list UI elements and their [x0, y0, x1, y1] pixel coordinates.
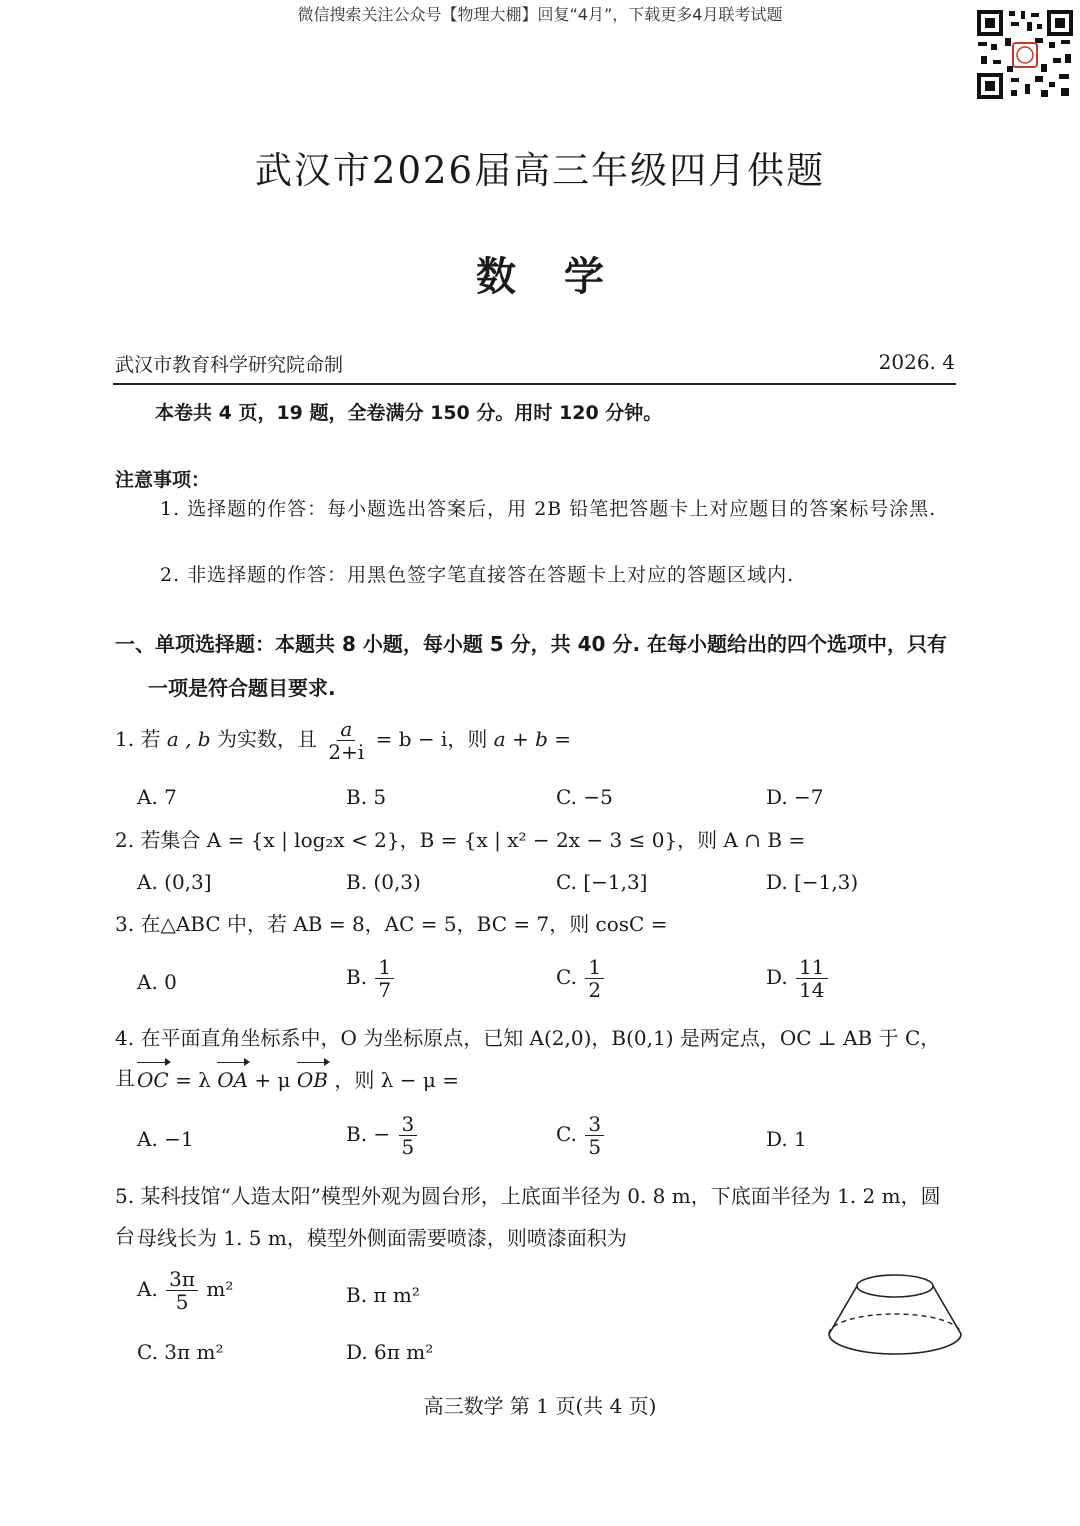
- q3-option-b-label: B.: [346, 965, 368, 989]
- q4-plus: + μ: [254, 1068, 291, 1092]
- q1-vars: a , b: [166, 727, 211, 751]
- q1-tail: a + b =: [493, 727, 572, 751]
- q2-option-b: B. (0,3): [346, 870, 421, 894]
- q4-option-c: [556, 1113, 606, 1158]
- notice-heading: 注意事项：: [115, 469, 211, 491]
- q3-option-a: A. 0: [137, 970, 177, 994]
- q4-option-c-den: 5: [588, 1135, 602, 1159]
- q1-option-c: C. −5: [556, 785, 613, 809]
- section-heading: [115, 622, 960, 710]
- q2-option-a: A. (0,3]: [137, 870, 212, 894]
- question-3: 3. 在△ABC 中，若 AB = 8，AC = 5，BC = 7，则 cosC =: [115, 912, 668, 936]
- q4-option-a: A. −1: [137, 1127, 194, 1151]
- q4-option-c-num: 3: [585, 1113, 604, 1136]
- q4-option-b: [346, 1113, 419, 1158]
- q3-option-c-num: 1: [585, 956, 604, 979]
- q2-option-c: C. [−1,3]: [556, 870, 648, 894]
- page-footer: 高三数学 第 1 页(共 4 页): [423, 1394, 657, 1418]
- q1-mid: 为实数，且: [216, 727, 317, 751]
- q4-eq: = λ: [175, 1068, 211, 1092]
- exam-date: 2026. 4: [878, 350, 955, 374]
- promo-banner: 微信搜索关注公众号【物理大棚】回复“4月”，下载更多4月联考试题: [297, 5, 783, 24]
- vector-oa: OA: [217, 1060, 248, 1100]
- q4-option-b-den: 5: [401, 1135, 415, 1159]
- vector-ob: OB: [297, 1060, 328, 1100]
- q3-option-d-den: 14: [799, 978, 825, 1002]
- question-4-line2: [137, 1060, 937, 1100]
- exam-title: 武汉市2026届高三年级四月供题: [254, 149, 826, 192]
- q1-option-b: B. 5: [346, 785, 387, 809]
- question-4-line1: 4. 在平面直角坐标系中，O 为坐标原点，已知 A(2,0)，B(0,1) 是两定点，OC ⊥ AB 于 C，且: [115, 1026, 941, 1090]
- frustum-top-rim: [857, 1275, 933, 1297]
- notice-item: 1. 选择题的作答：每小题选出答案后，用 2B 铅笔把答题卡上对应题目的答案标号涂黑.: [160, 498, 937, 520]
- q1-option-d: D. −7: [766, 785, 824, 809]
- section-heading-line2: 一项是符合题目要求.: [148, 676, 336, 700]
- q5-option-a: [137, 1268, 233, 1313]
- q4-tail: ，则 λ − μ =: [334, 1068, 459, 1092]
- q3-option-b: [346, 956, 396, 1001]
- q5-option-a-den: 5: [175, 1290, 189, 1314]
- q5-option-c: C. 3π m²: [137, 1340, 224, 1364]
- frustum-bottom-front: [829, 1334, 961, 1354]
- q1-fraction: [325, 718, 367, 763]
- q5-option-a-unit: m²: [206, 1277, 234, 1301]
- frustum-bottom-back: [829, 1314, 961, 1334]
- question-1: [115, 718, 960, 763]
- frustum-left-side: [829, 1286, 857, 1334]
- question-5-line2: 母线长为 1. 5 m，模型外侧面需要喷漆，则喷漆面积为: [137, 1226, 627, 1250]
- q3-option-b-num: 1: [375, 956, 394, 979]
- header-rule: [113, 383, 956, 385]
- q3-option-c: [556, 956, 606, 1001]
- notice-item: 2. 非选择题的作答：用黑色签字笔直接答在答题卡上对应的答题区域内.: [160, 564, 795, 586]
- section-heading-line1: 一、单项选择题：本题共 8 小题，每小题 5 分，共 40 分. 在每小题给出的四个选项中，只有: [115, 632, 948, 656]
- exam-summary: 本卷共 4 页，19 题，全卷满分 150 分。用时 120 分钟。: [155, 402, 663, 424]
- qr-code: [975, 8, 1075, 101]
- q3-option-d-num: 11: [796, 956, 827, 979]
- q1-option-a: A. 7: [137, 785, 177, 809]
- q4-option-b-num: 3: [399, 1113, 418, 1136]
- q3-option-b-den: 7: [378, 978, 392, 1002]
- question-2: 2. 若集合 A = {x | log₂x < 2}，B = {x | x² − 2x − 3 ≤ 0}，则 A ∩ B =: [115, 828, 806, 852]
- q5-option-a-num: 3π: [166, 1268, 198, 1291]
- vector-oc: OC: [137, 1060, 169, 1100]
- q3-option-c-den: 2: [588, 978, 602, 1002]
- q2-option-d: D. [−1,3): [766, 870, 859, 894]
- subject-title: 数学: [476, 253, 652, 300]
- q4-option-b-label: B. −: [346, 1122, 391, 1146]
- q5-option-a-label: A.: [137, 1277, 158, 1301]
- q5-option-d: D. 6π m²: [346, 1340, 434, 1364]
- q3-option-d: [766, 956, 830, 1001]
- q1-frac-num: a: [337, 718, 355, 741]
- q4-option-d: D. 1: [766, 1127, 807, 1151]
- issuer: 武汉市教育科学研究院命制: [115, 354, 344, 376]
- q3-option-d-label: D.: [766, 965, 788, 989]
- q4-option-c-label: C.: [556, 1122, 577, 1146]
- q3-option-c-label: C.: [556, 965, 577, 989]
- q5-option-b: B. π m²: [346, 1283, 420, 1307]
- q1-prefix: 1. 若: [115, 727, 161, 751]
- frustum-figure: [825, 1268, 965, 1368]
- q1-frac-den: 2+i: [328, 740, 365, 764]
- question-5-line1: 5. 某科技馆“人造太阳”模型外观为圆台形，上底面半径为 0. 8 m，下底面半径为 1. 2 m，圆台: [115, 1184, 941, 1248]
- q1-eq: = b − i，则: [375, 727, 488, 751]
